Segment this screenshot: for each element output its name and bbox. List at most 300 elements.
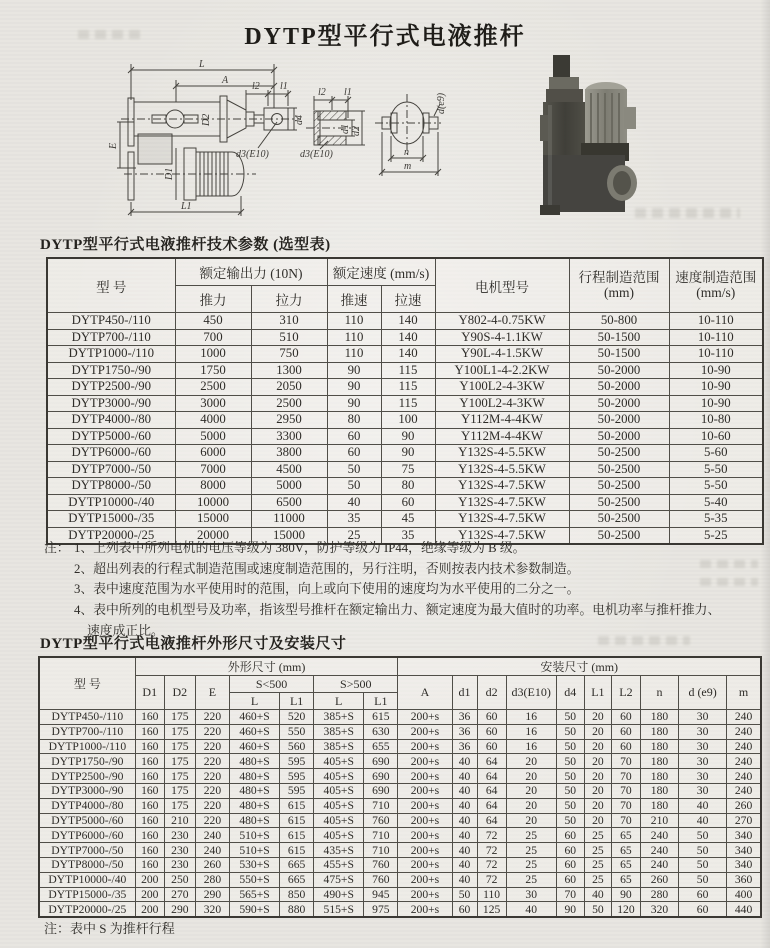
table-cell: 175 xyxy=(164,710,195,725)
table-cell: 400 xyxy=(727,887,761,902)
table-cell: 385+S xyxy=(314,724,364,739)
table-cell: DYTP15000-/35 xyxy=(39,887,135,902)
table-cell: 40 xyxy=(452,843,477,858)
table-cell: 30 xyxy=(679,783,727,798)
table-cell: 200+s xyxy=(398,798,452,813)
table-cell: 60 xyxy=(477,710,506,725)
table-cell: 320 xyxy=(640,902,678,917)
table-cell: 140 xyxy=(381,313,435,330)
table-cell: 630 xyxy=(364,724,398,739)
table-cell: 60 xyxy=(556,843,584,858)
table-cell: DYTP7000-/50 xyxy=(47,461,175,478)
table-cell: 65 xyxy=(611,843,640,858)
table-cell: 75 xyxy=(381,461,435,478)
table-cell: 60 xyxy=(477,724,506,739)
table-cell: 20 xyxy=(584,798,611,813)
table-cell: 5000 xyxy=(175,428,251,445)
table-cell: 595 xyxy=(280,783,314,798)
table-cell: 20 xyxy=(506,813,556,828)
table-cell: 20000 xyxy=(175,527,251,544)
table-cell: 160 xyxy=(135,798,164,813)
table-cell: 550 xyxy=(280,724,314,739)
table-cell: 220 xyxy=(195,798,229,813)
table-cell: 615 xyxy=(280,843,314,858)
table-cell: 140 xyxy=(381,346,435,363)
table-cell: 20 xyxy=(506,769,556,784)
table-cell: DYTP1000-/110 xyxy=(47,346,175,363)
col2-L2: L2 xyxy=(611,676,640,710)
table-cell: Y132S-4-5.5KW xyxy=(435,445,569,462)
table-cell: 200+s xyxy=(398,828,452,843)
table-cell: 360 xyxy=(727,872,761,887)
col2-s-lt-500: S<500 xyxy=(229,676,313,693)
table-cell: 240 xyxy=(195,843,229,858)
table-cell: 7000 xyxy=(175,461,251,478)
table-cell: 110 xyxy=(327,346,381,363)
table-cell: 115 xyxy=(381,362,435,379)
col-stroke-range xyxy=(569,258,669,313)
table-cell: 30 xyxy=(679,754,727,769)
table-cell: 6500 xyxy=(251,494,327,511)
table-cell: 455+S xyxy=(314,857,364,872)
table-cell: 200 xyxy=(135,902,164,917)
table-cell: Y132S-4-7.5KW xyxy=(435,511,569,528)
section-label-l1: l1 xyxy=(344,87,352,98)
table-row xyxy=(39,798,761,813)
table-cell: 50 xyxy=(327,478,381,495)
table-cell: 160 xyxy=(135,857,164,872)
table-cell: 25 xyxy=(506,857,556,872)
table-cell: 10000 xyxy=(175,494,251,511)
table-cell: 240 xyxy=(195,828,229,843)
table-cell: 50 xyxy=(679,843,727,858)
table-cell: 200+s xyxy=(398,857,452,872)
section-label-d1: d1 xyxy=(340,124,351,134)
table-cell: 200+s xyxy=(398,769,452,784)
table-cell: 16 xyxy=(506,724,556,739)
table-cell: DYTP450-/110 xyxy=(47,313,175,330)
table-cell: 200+s xyxy=(398,902,452,917)
table-cell: DYTP1750-/90 xyxy=(39,754,135,769)
table-row xyxy=(47,461,763,478)
table-cell: 160 xyxy=(135,843,164,858)
table-cell: 710 xyxy=(364,828,398,843)
table-cell: 5-40 xyxy=(669,494,763,511)
table-cell: 15000 xyxy=(175,511,251,528)
table-cell: 70 xyxy=(611,769,640,784)
dimension-table-body xyxy=(39,710,761,918)
table-cell: 200+s xyxy=(398,783,452,798)
table-cell: 16 xyxy=(506,710,556,725)
note-item-line2: 速度成正比。 xyxy=(87,623,164,638)
table-cell: 60 xyxy=(327,428,381,445)
table-cell: 50 xyxy=(679,857,727,872)
table-cell: 5-50 xyxy=(669,461,763,478)
table-cell: 200+s xyxy=(398,724,452,739)
table-row xyxy=(39,828,761,843)
table-cell: 240 xyxy=(640,857,678,872)
col2-d1: d1 xyxy=(452,676,477,710)
table-cell: 20 xyxy=(584,783,611,798)
table-cell: 30 xyxy=(679,710,727,725)
table-cell: 220 xyxy=(195,783,229,798)
table-cell: 700 xyxy=(175,329,251,346)
table-cell: 945 xyxy=(364,887,398,902)
table-cell: 65 xyxy=(611,828,640,843)
table-cell: 70 xyxy=(556,887,584,902)
table-cell: Y132S-4-7.5KW xyxy=(435,478,569,495)
table-cell: 40 xyxy=(452,828,477,843)
table-row xyxy=(47,428,763,445)
table-cell: 50-800 xyxy=(569,313,669,330)
table-cell: 40 xyxy=(452,857,477,872)
table-cell: 270 xyxy=(727,813,761,828)
table-cell: 240 xyxy=(727,739,761,754)
table-cell: 230 xyxy=(164,828,195,843)
table-cell: 340 xyxy=(727,843,761,858)
table-cell: 35 xyxy=(381,527,435,544)
table-cell: 10-110 xyxy=(669,313,763,330)
table-cell: 560 xyxy=(280,739,314,754)
dim-label-l2: l2 xyxy=(252,81,260,92)
table-cell: 160 xyxy=(135,724,164,739)
table-cell: 65 xyxy=(611,872,640,887)
table-cell: 200+s xyxy=(398,739,452,754)
table-cell: 10-110 xyxy=(669,329,763,346)
table2-caption: DYTP型平行式电液推杆外形尺寸及安装尺寸 xyxy=(40,636,347,652)
table-cell: 690 xyxy=(364,754,398,769)
table-cell: 20 xyxy=(584,739,611,754)
table-cell: 64 xyxy=(477,783,506,798)
table-cell: DYTP5000-/60 xyxy=(47,428,175,445)
table-cell: 20 xyxy=(506,783,556,798)
col2-de9: d (e9) xyxy=(679,676,727,710)
table-cell: 90 xyxy=(381,428,435,445)
table-cell: Y90L-4-1.5KW xyxy=(435,346,569,363)
table-cell: 110 xyxy=(477,887,506,902)
table-cell: 50 xyxy=(452,887,477,902)
table-cell: 115 xyxy=(381,379,435,396)
table-cell: 340 xyxy=(727,857,761,872)
table-cell: 280 xyxy=(195,872,229,887)
table-cell: 220 xyxy=(195,724,229,739)
table-cell: 280 xyxy=(640,887,678,902)
table-cell: 100 xyxy=(381,412,435,429)
table-cell: 590+S xyxy=(229,902,279,917)
dim-label-A: A xyxy=(222,75,229,86)
table-cell: 200+s xyxy=(398,872,452,887)
table-cell: 210 xyxy=(640,813,678,828)
footer-note: 注：表中 S 为推杆行程 xyxy=(44,921,175,936)
table-cell: 220 xyxy=(195,739,229,754)
notes-label: 注： xyxy=(44,541,70,555)
col-pull-force: 拉力 xyxy=(251,286,327,313)
col-pull-speed: 拉速 xyxy=(381,286,435,313)
table-cell: 90 xyxy=(327,379,381,396)
table-cell: 40 xyxy=(506,902,556,917)
table-cell: DYTP3000-/90 xyxy=(47,395,175,412)
table-row xyxy=(39,739,761,754)
table-cell: 50-2500 xyxy=(569,527,669,544)
table1-caption: DYTP型平行式电液推杆技术参数 (选型表) xyxy=(40,237,331,253)
table-cell: DYTP15000-/35 xyxy=(47,511,175,528)
table-cell: 405+S xyxy=(314,828,364,843)
table-cell: 40 xyxy=(452,798,477,813)
table-row xyxy=(47,362,763,379)
table-cell: 460+S xyxy=(229,724,279,739)
table-cell: DYTP1000-/110 xyxy=(39,739,135,754)
dim-label-d3: d3(E10) xyxy=(236,149,269,160)
table-cell: 240 xyxy=(640,843,678,858)
table-cell: 3800 xyxy=(251,445,327,462)
table-cell: 70 xyxy=(611,813,640,828)
dimension-drawing xyxy=(96,56,536,232)
table-cell: Y132S-4-5.5KW xyxy=(435,461,569,478)
table-cell: 180 xyxy=(640,724,678,739)
table-row xyxy=(39,887,761,902)
section-label-d2: d2 xyxy=(351,126,362,136)
table-cell: 30 xyxy=(679,739,727,754)
col2-D2: D2 xyxy=(164,676,195,710)
table-cell: 2500 xyxy=(175,379,251,396)
table-cell: 10-60 xyxy=(669,428,763,445)
table-cell: 25 xyxy=(584,857,611,872)
table-cell: 1750 xyxy=(175,362,251,379)
table-cell: 515+S xyxy=(314,902,364,917)
table-cell: 710 xyxy=(364,843,398,858)
table-cell: 175 xyxy=(164,798,195,813)
table-cell: 510+S xyxy=(229,843,279,858)
table-row xyxy=(39,710,761,725)
bleed-artifact xyxy=(78,30,144,39)
dim-label-L1: L1 xyxy=(181,201,192,212)
table-cell: 50 xyxy=(679,872,727,887)
table-cell: 90 xyxy=(381,445,435,462)
table-cell: 220 xyxy=(195,754,229,769)
table-cell: 50-1500 xyxy=(569,329,669,346)
table-cell: 435+S xyxy=(314,843,364,858)
table-cell: DYTP700-/110 xyxy=(39,724,135,739)
table-cell: 60 xyxy=(611,724,640,739)
table-row xyxy=(47,478,763,495)
table-cell: DYTP3000-/90 xyxy=(39,783,135,798)
table-row xyxy=(47,346,763,363)
table-cell: 240 xyxy=(727,724,761,739)
table-cell: 25 xyxy=(506,872,556,887)
col2-m: m xyxy=(727,676,761,710)
table-cell: 10-90 xyxy=(669,379,763,396)
col-model: 型 号 xyxy=(47,258,175,313)
table-cell: 10-90 xyxy=(669,362,763,379)
table-row xyxy=(39,724,761,739)
table-cell: 240 xyxy=(640,828,678,843)
table-cell: 60 xyxy=(381,494,435,511)
table-cell: 140 xyxy=(381,329,435,346)
table-row xyxy=(47,511,763,528)
table-cell: 70 xyxy=(611,798,640,813)
table-cell: 615 xyxy=(280,828,314,843)
table-cell: 2500 xyxy=(251,395,327,412)
end-label-m: m xyxy=(404,161,412,172)
table-cell: 850 xyxy=(280,887,314,902)
table-cell: 35 xyxy=(327,511,381,528)
table-cell: 25 xyxy=(584,843,611,858)
table-cell: 40 xyxy=(584,887,611,902)
table-cell: 45 xyxy=(381,511,435,528)
table-cell: 200 xyxy=(135,872,164,887)
col-speed-range-line1: 速度制造范围 xyxy=(675,269,757,285)
table-cell: 180 xyxy=(640,798,678,813)
col2-A: A xyxy=(398,676,452,710)
table-cell: Y100L2-4-3KW xyxy=(435,379,569,396)
col-speed-range-unit: (mm/s) xyxy=(696,284,736,300)
end-label-n: n xyxy=(404,147,409,158)
col2-L1: L1 xyxy=(584,676,611,710)
table-cell: 60 xyxy=(327,445,381,462)
table-cell: 50-2000 xyxy=(569,412,669,429)
table-cell: 5-60 xyxy=(669,445,763,462)
table-cell: 20 xyxy=(584,724,611,739)
table-cell: 60 xyxy=(679,887,727,902)
table-cell: 260 xyxy=(640,872,678,887)
table-cell: 50 xyxy=(679,828,727,843)
table-cell: 320 xyxy=(195,902,229,917)
table-cell: 240 xyxy=(727,710,761,725)
table-cell: DYTP5000-/60 xyxy=(39,813,135,828)
table-cell: 50 xyxy=(556,754,584,769)
table-cell: 880 xyxy=(280,902,314,917)
table-cell: 60 xyxy=(556,857,584,872)
table-cell: 30 xyxy=(679,769,727,784)
table-cell: 2950 xyxy=(251,412,327,429)
spec-table-body xyxy=(47,313,763,545)
table-row xyxy=(39,857,761,872)
table-cell: 4000 xyxy=(175,412,251,429)
table-row xyxy=(39,754,761,769)
table-cell: 50-2000 xyxy=(569,395,669,412)
table-cell: 405+S xyxy=(314,813,364,828)
table-cell: 25 xyxy=(327,527,381,544)
table-cell: 175 xyxy=(164,783,195,798)
table-cell: 3300 xyxy=(251,428,327,445)
table-cell: 615 xyxy=(280,798,314,813)
table-cell: 50 xyxy=(556,739,584,754)
col-push-force: 推力 xyxy=(175,286,251,313)
table-cell: 480+S xyxy=(229,754,279,769)
table-cell: 5-50 xyxy=(669,478,763,495)
note-item-line1: 4、表中所列的电机型号及功率，指该型号推杆在额定输出力、额定速度为最大值时的功率。电机功率与推杆推力、 xyxy=(74,603,721,618)
table-cell: 460+S xyxy=(229,739,279,754)
table-cell: 460+S xyxy=(229,710,279,725)
table-cell: 200+s xyxy=(398,813,452,828)
table-cell: 180 xyxy=(640,783,678,798)
table-cell: 72 xyxy=(477,828,506,843)
table-cell: 60 xyxy=(477,739,506,754)
table-cell: 230 xyxy=(164,857,195,872)
table-cell: 40 xyxy=(452,872,477,887)
table-cell: 1000 xyxy=(175,346,251,363)
dim-label-D1: D1 xyxy=(164,167,175,180)
table-cell: 405+S xyxy=(314,754,364,769)
table-cell: 50 xyxy=(584,902,611,917)
col2-d4: d4 xyxy=(556,676,584,710)
table-cell: 220 xyxy=(195,769,229,784)
table-cell: 20 xyxy=(584,813,611,828)
table-cell: 5-25 xyxy=(669,527,763,544)
table-cell: 50-2000 xyxy=(569,379,669,396)
table-cell: 50-2500 xyxy=(569,494,669,511)
table-cell: 200+s xyxy=(398,754,452,769)
table-cell: 50-1500 xyxy=(569,346,669,363)
table-cell: 40 xyxy=(679,798,727,813)
table-cell: 50-2000 xyxy=(569,428,669,445)
table-cell: Y132S-4-7.5KW xyxy=(435,494,569,511)
table-cell: DYTP450-/110 xyxy=(39,710,135,725)
table-cell: 50 xyxy=(556,798,584,813)
table-cell: 340 xyxy=(727,828,761,843)
table-cell: 60 xyxy=(611,710,640,725)
dimension-drawing-svg xyxy=(96,56,536,232)
dim-label-d4: d4 xyxy=(294,115,305,125)
product-photo xyxy=(540,55,655,223)
note-item: 1、上列表中所列电机的电压等级为 380V，防护等级为 IP44，绝缘等级为 B 级。 xyxy=(74,541,526,555)
table-cell: 490+S xyxy=(314,887,364,902)
table-cell: 160 xyxy=(135,739,164,754)
table-cell: 4500 xyxy=(251,461,327,478)
note-item: 3、表中速度范围为水平使用时的范围，向上或向下使用的速度均为水平使用的二分之一。 xyxy=(74,582,580,597)
table-cell: 115 xyxy=(381,395,435,412)
section-label-d3: d3(E10) xyxy=(300,149,333,160)
table-cell: 10-90 xyxy=(669,395,763,412)
table-cell: 90 xyxy=(556,902,584,917)
table-cell: 175 xyxy=(164,724,195,739)
col2-gt-L: L xyxy=(314,693,364,710)
table-cell: 260 xyxy=(727,798,761,813)
col-stroke-range-line1: 行程制造范围 xyxy=(578,269,660,285)
table-cell: 40 xyxy=(452,813,477,828)
notes-block xyxy=(44,538,744,642)
table-cell: 50 xyxy=(556,813,584,828)
table-cell: DYTP700-/110 xyxy=(47,329,175,346)
table-cell: 11000 xyxy=(251,511,327,528)
table-cell: DYTP2500-/90 xyxy=(47,379,175,396)
table-cell: 260 xyxy=(195,857,229,872)
table-cell: 665 xyxy=(280,872,314,887)
dimension-table xyxy=(38,656,762,918)
table-cell: 750 xyxy=(251,346,327,363)
table-cell: DYTP20000-/25 xyxy=(47,527,175,544)
table-cell: 530+S xyxy=(229,857,279,872)
table-cell: 480+S xyxy=(229,783,279,798)
table-cell: 20 xyxy=(506,754,556,769)
table-row xyxy=(39,902,761,917)
table-cell: 655 xyxy=(364,739,398,754)
table-cell: 125 xyxy=(477,902,506,917)
col2-D1: D1 xyxy=(135,676,164,710)
table-cell: 760 xyxy=(364,857,398,872)
table-cell: 25 xyxy=(506,828,556,843)
table-cell: 550+S xyxy=(229,872,279,887)
col2-gt-L1: L1 xyxy=(364,693,398,710)
table-cell: 50-2500 xyxy=(569,461,669,478)
col-rated-speed-group: 额定速度 (mm/s) xyxy=(327,258,435,286)
dim-label-D2: D2 xyxy=(201,113,212,126)
table-cell: 270 xyxy=(164,887,195,902)
table-cell: 520 xyxy=(280,710,314,725)
col-speed-range xyxy=(669,258,763,313)
table-cell: DYTP10000-/40 xyxy=(39,872,135,887)
table-cell: 480+S xyxy=(229,813,279,828)
